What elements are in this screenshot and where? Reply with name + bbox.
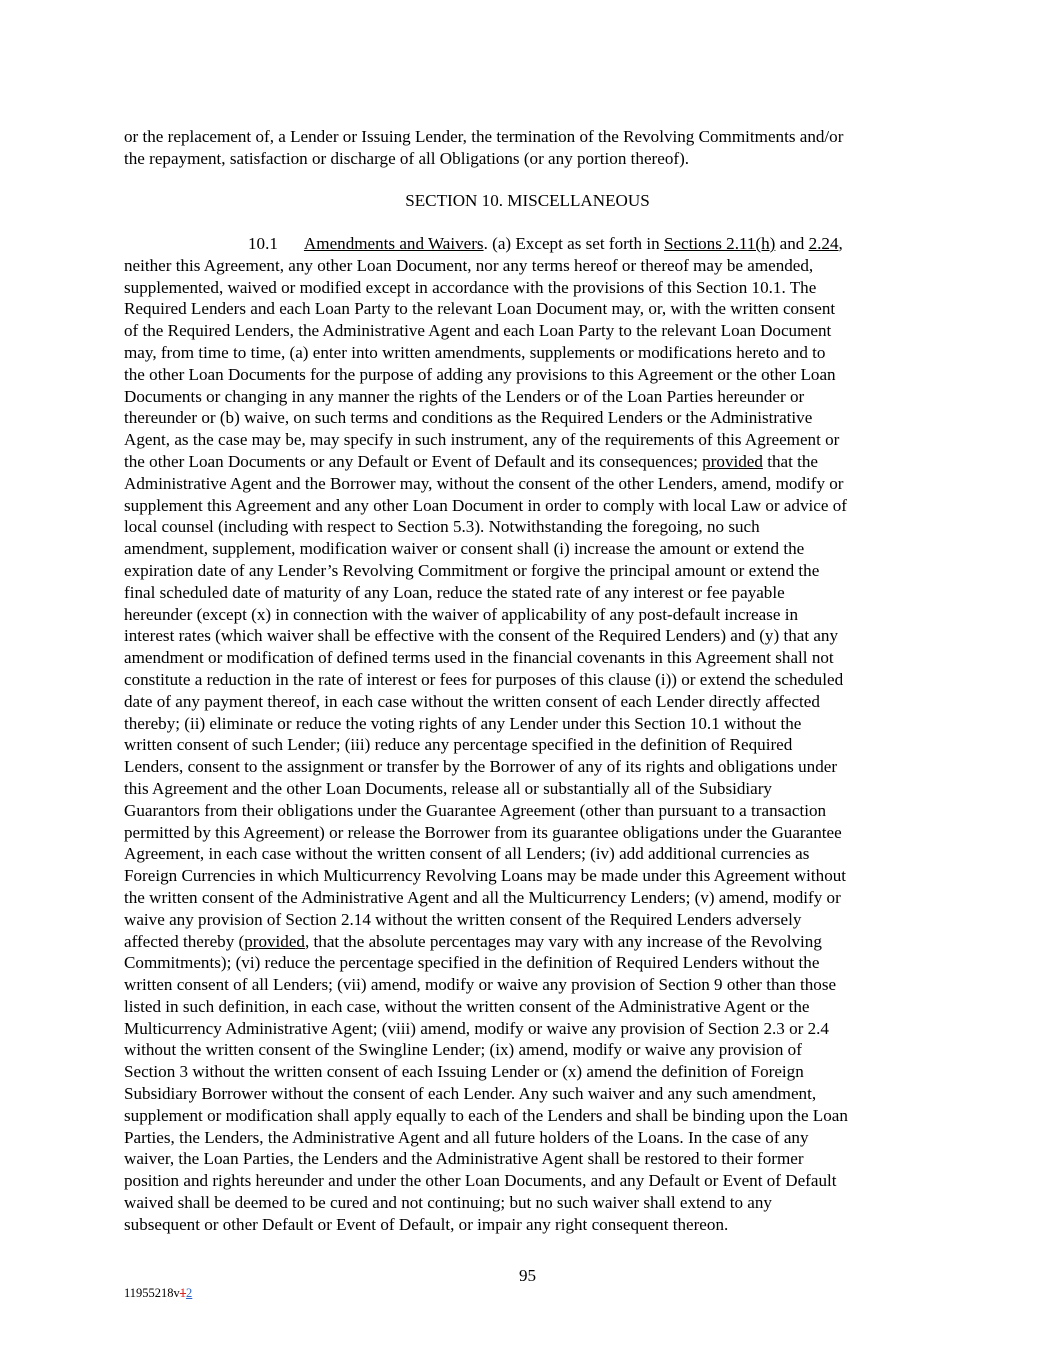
document-id <box>124 1286 192 1301</box>
paragraph-line: written consent of all Lenders; (vii) amend, modify or waive any provision of Section 9 other than those <box>124 975 837 995</box>
paragraph-line <box>124 451 934 473</box>
paragraph-line: Lenders, consent to the assignment or transfer by the Borrower of any of its rights and obligations under <box>124 757 838 777</box>
page-number: 95 <box>518 1266 537 1285</box>
paragraph-line: amendment or modification of defined terms used in the financial covenants in this Agreement shall not <box>124 648 834 668</box>
paragraph-line: hereunder (except (x) in connection with the waiver of applicability of any post-default increase in <box>124 604 798 624</box>
paragraph-line: constitute a reduction in the rate of interest or fees for purposes of this clause (i)) or extend the scheduled <box>124 669 844 689</box>
doc-id-base: 11955218v <box>124 1286 180 1300</box>
paragraph-line: waive any provision of Section 2.14 without the written consent of the Required Lenders adversely <box>124 909 802 929</box>
paragraph-line: Guarantors from their obligations under the Guarantee Agreement (other than pursuant to a transaction <box>124 800 827 820</box>
paragraph-line: waiver, the Loan Parties, the Lenders and the Administrative Agent shall be restored to their former <box>124 1149 804 1169</box>
paragraph-line: neither this Agreement, any other Loan Document, nor any terms hereof or thereof may be amended, <box>124 255 814 275</box>
paragraph-line: the written consent of the Administrative Agent and all the Multicurrency Lenders; (v) amend, modify or <box>124 887 841 907</box>
paragraph-line: Agreement, in each case without the written consent of all Lenders; (iv) add additional currencies as <box>124 844 810 864</box>
paragraph-line: expiration date of any Lender’s Revolving Commitment or forgive the principal amount or extend the <box>124 560 820 580</box>
paragraph-line: local counsel (including with respect to Section 5.3). Notwithstanding the foregoing, no such <box>124 517 760 537</box>
paragraph-line: without the written consent of the Swingline Lender; (ix) amend, modify or waive any provision of <box>124 1040 802 1060</box>
text-run: , that the absolute percentages may vary with any increase of the Revolving <box>304 931 822 951</box>
paragraph-line: listed in such definition, in each case, without the written consent of the Administrative Agent or the <box>124 996 810 1016</box>
text-run: . (a) Except as set forth in <box>483 234 664 253</box>
paragraph-line: supplemented, waived or modified except in accordance with the provisions of this Section 10.1. The <box>124 277 817 297</box>
paragraph-line: waived shall be deemed to be cured and not continuing; but no such waiver shall extend to any <box>124 1193 772 1213</box>
section-reference: 2.24 <box>808 234 839 253</box>
section-title: Amendments and Waivers <box>303 234 484 253</box>
provided-term: provided <box>702 451 763 471</box>
intro-line: the repayment, satisfaction or discharge of all Obligations (or any portion thereof). <box>124 148 690 168</box>
paragraph-line: Administrative Agent and the Borrower may, without the consent of the other Lenders, amend, modify or <box>124 473 844 493</box>
paragraph-line: Multicurrency Administrative Agent; (viii) amend, modify or waive any provision of Section 2.3 or 2.4 <box>124 1018 829 1038</box>
doc-id-deleted: 1 <box>179 1286 187 1300</box>
paragraph-line: Documents or changing in any manner the rights of the Lenders or of the Loan Parties hereunder or <box>124 386 805 406</box>
intro-line: or the replacement of, a Lender or Issuing Lender, the termination of the Revolving Commitments and/or <box>124 127 844 146</box>
paragraph-line: Subsidiary Borrower without the consent of each Lender. Any such waiver and any such amendment, <box>124 1084 817 1104</box>
paragraph-line: subsequent or other Default or Event of Default, or impair any right consequent thereon. <box>124 1214 729 1234</box>
paragraph-line: this Agreement and the other Loan Documents, release all or substantially all of the Subsidiary <box>124 778 772 798</box>
paragraph-line: Agent, as the case may be, may specify in such instrument, any of the requirements of this Agreement or <box>124 430 840 450</box>
paragraph-line: date of any payment thereof, in each case without the written consent of each Lender directly affected <box>124 691 820 711</box>
intro-paragraph <box>124 126 934 170</box>
paragraph-line: written consent of such Lender; (iii) reduce any percentage specified in the definition of Required <box>124 735 793 755</box>
paragraph-line: supplement this Agreement and any other Loan Document in order to comply with local Law or advice of <box>124 495 847 515</box>
text-run: affected thereby ( <box>124 931 245 951</box>
paragraph-line: Parties, the Lenders, the Administrative Agent and all future holders of the Loans. In the case of any <box>124 1127 809 1147</box>
doc-id-inserted: 2 <box>186 1286 193 1300</box>
paragraph-line: Commitments); (vi) reduce the percentage specified in the definition of Required Lenders without the <box>124 953 820 973</box>
section-reference: Sections 2.11(h) <box>663 234 776 253</box>
paragraph-line: supplement or modification shall apply equally to each of the Lenders and shall be binding upon the Loan <box>124 1105 848 1125</box>
text-run: the other Loan Documents or any Default or Event of Default and its consequences; <box>124 451 703 471</box>
paragraph-line: interest rates (which waiver shall be effective with the consent of the Required Lenders) and (y) that any <box>124 626 839 646</box>
text-run: that the <box>762 451 818 471</box>
paragraph-line <box>124 931 934 953</box>
section-10-1-paragraph <box>124 233 934 1236</box>
section-number: 10.1 <box>248 234 278 253</box>
paragraph-line: final scheduled date of maturity of any Loan, reduce the stated rate of any interest or fee payable <box>124 582 785 602</box>
text-run: and <box>775 234 809 253</box>
paragraph-line: thereunder or (b) waive, on such terms and conditions as the Required Lenders or the Administrative <box>124 408 813 428</box>
section-first-line <box>124 233 934 255</box>
paragraph-line: Section 3 without the written consent of each Issuing Lender or (x) amend the definition of Foreign <box>124 1062 804 1082</box>
paragraph-line: thereby; (ii) eliminate or reduce the voting rights of any Lender under this Section 10.1 without the <box>124 713 802 733</box>
paragraph-line: amendment, supplement, modification waiver or consent shall (i) increase the amount or extend the <box>124 539 805 559</box>
paragraph-line: the other Loan Documents for the purpose of adding any provisions to this Agreement or the other Loan <box>124 364 836 384</box>
section-heading: SECTION 10. MISCELLANEOUS <box>405 191 650 210</box>
paragraph-line: Foreign Currencies in which Multicurrency Revolving Loans may be made under this Agreement without <box>124 866 847 886</box>
paragraph-line: of the Required Lenders, the Administrative Agent and each Loan Party to the relevant Loan Document <box>124 321 832 341</box>
paragraph-line: may, from time to time, (a) enter into written amendments, supplements or modifications hereto and to <box>124 342 826 362</box>
text-run: , <box>838 234 843 253</box>
paragraph-line: permitted by this Agreement) or release the Borrower from its guarantee obligations under the Guarantee <box>124 822 842 842</box>
paragraph-line: position and rights hereunder and under the other Loan Documents, and any Default or Event of Default <box>124 1171 837 1191</box>
paragraph-line: Required Lenders and each Loan Party to the relevant Loan Document may, or, with the written consent <box>124 299 836 319</box>
provided-term: provided <box>244 931 305 951</box>
